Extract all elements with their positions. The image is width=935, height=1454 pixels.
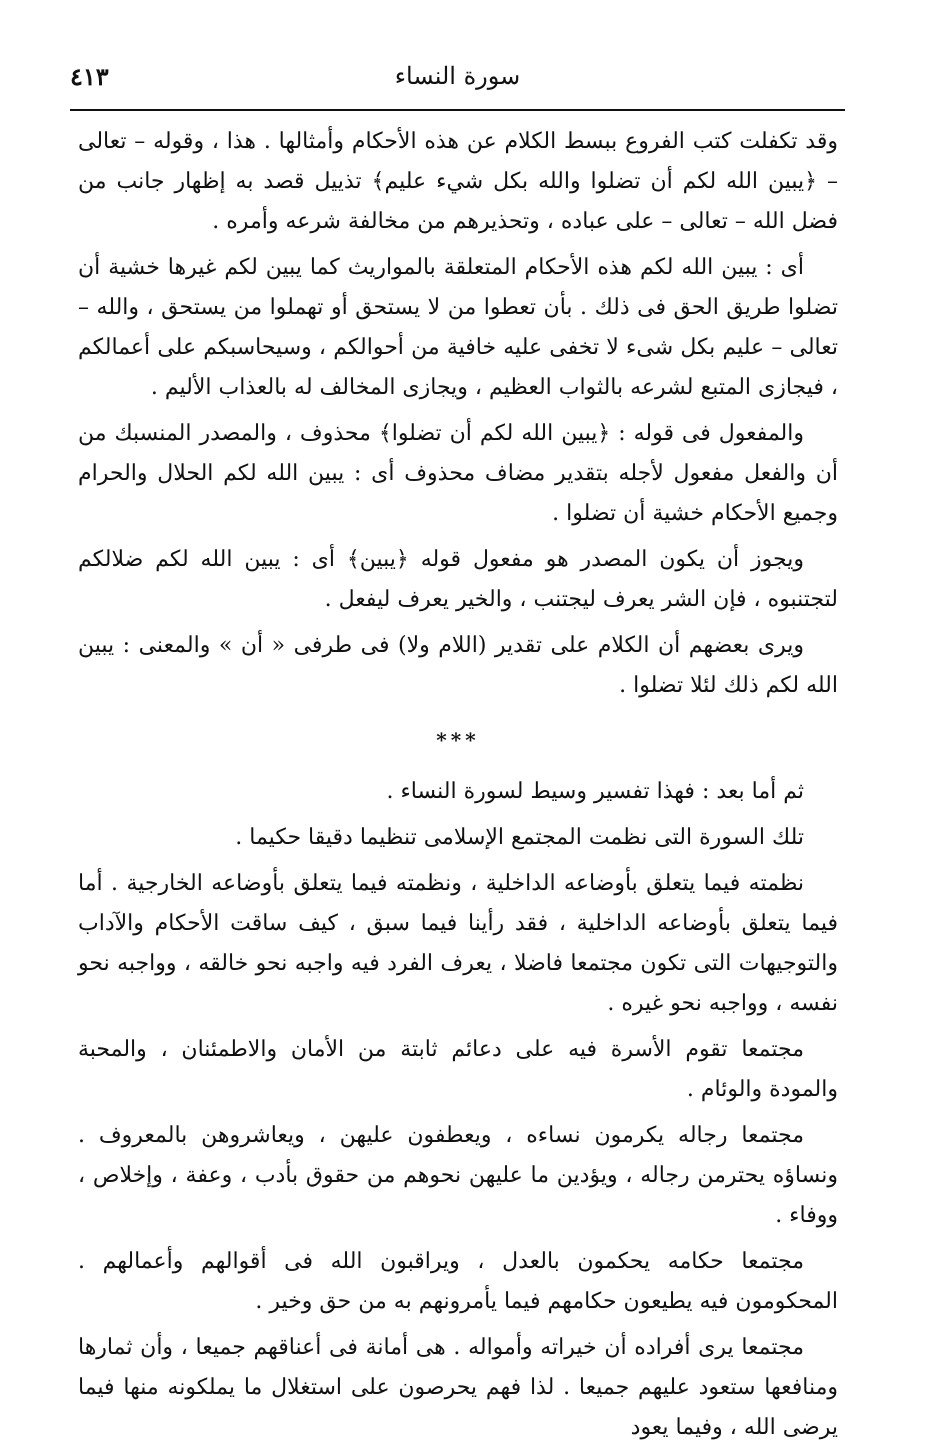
- paragraph: أى : يبين الله لكم هذه الأحكام المتعلقة بالمواريث كما يبين لكم غيرها خشية أن تضلوا طريق الحق فى ذلك . بأن تعطوا من لا يستحق أو تهملوا من يستحق ، والله – تعالى – عليم بكل شىء لا تخفى عليه خافية من أحوالكم ، وسيحاسبكم على أعمالكم ، فيجازى المتبع لشرعه بالثواب العظيم ، ويجازى المخالف له بالعذاب الأليم .: [78, 255, 838, 400]
- page-number: ٤١٣: [70, 62, 109, 91]
- page-header: [70, 60, 845, 100]
- section-separator: ***: [436, 728, 480, 752]
- running-title: سورة النساء: [394, 62, 521, 90]
- paragraph: وقد تكفلت كتب الفروع ببسط الكلام عن هذه الأحكام وأمثالها . هذا ، وقوله – تعالى – ﴿يبين الله لكم أن تضلوا والله بكل شيء عليم﴾ تذييل قصد به إظهار جانب من فضل الله – تعالى – على عباده ، وتحذيرهم من مخالفة شرعه وأمره .: [78, 129, 838, 234]
- paragraph: ثم أما بعد : فهذا تفسير وسيط لسورة النساء .: [386, 779, 804, 804]
- paragraph: ويرى بعضهم أن الكلام على تقدير (اللام ولا) فى طرفى « أن » والمعنى : يبين الله لكم ذلك لئلا تضلوا .: [78, 633, 838, 698]
- paragraph: مجتمعا رجاله يكرمون نساءه ، ويعطفون عليهن ، ويعاشروهن بالمعروف . ونساؤه يحترمن رجاله ، ويؤدين ما عليهن نحوهم من حقوق بأدب ، وعفة ، وإخلاص ، ووفاء .: [78, 1123, 838, 1228]
- paragraph: مجتمعا تقوم الأسرة فيه على دعائم ثابتة من الأمان والاطمئنان ، والمحبة والمودة والوئام .: [78, 1037, 838, 1102]
- paragraph: مجتمعا يرى أفراده أن خيراته وأمواله . هى أمانة فى أعناقهم جميعا ، وأن ثمارها ومنافعها ستعود عليهم جميعا . لذا فهم يحرصون على استغلال ما يملكونه منها فيما يرضى الله ، وفيما يعود: [78, 1335, 838, 1440]
- paragraph: نظمته فيما يتعلق بأوضاعه الداخلية ، ونظمته فيما يتعلق بأوضاعه الخارجية . أما فيما يتعلق بأوضاعه الداخلية ، فقد رأينا فيما سبق ، كيف ساقت الأحكام والآداب والتوجيهات التى تكون مجتمعا فاضلا ، يعرف الفرد فيه واجبه نحو خالقه ، وواجبه نحو نفسه ، وواجبه نحو غيره .: [78, 871, 838, 1016]
- page-body: [78, 122, 838, 1454]
- paragraph: تلك السورة التى نظمت المجتمع الإسلامى تنظيما دقيقا حكيما .: [235, 825, 804, 850]
- paragraph: والمفعول فى قوله : ﴿يبين الله لكم أن تضلوا﴾ محذوف ، والمصدر المنسبك من أن والفعل مفعول لأجله بتقدير مضاف محذوف أى : يبين الله لكم الحلال والحرام وجميع الأحكام خشية أن تضلوا .: [78, 421, 838, 526]
- paragraph: ويجوز أن يكون المصدر هو مفعول قوله ﴿يبين﴾ أى : يبين الله لكم ضلالكم لتجتنبوه ، فإن الشر يعرف ليجتنب ، والخير يعرف ليفعل .: [78, 547, 838, 612]
- header-rule: [70, 109, 845, 111]
- paragraph: مجتمعا حكامه يحكمون بالعدل ، ويراقبون الله فى أقوالهم وأعمالهم . المحكومون فيه يطيعون حكامهم فيما يأمرونهم به من حق وخير .: [78, 1249, 838, 1314]
